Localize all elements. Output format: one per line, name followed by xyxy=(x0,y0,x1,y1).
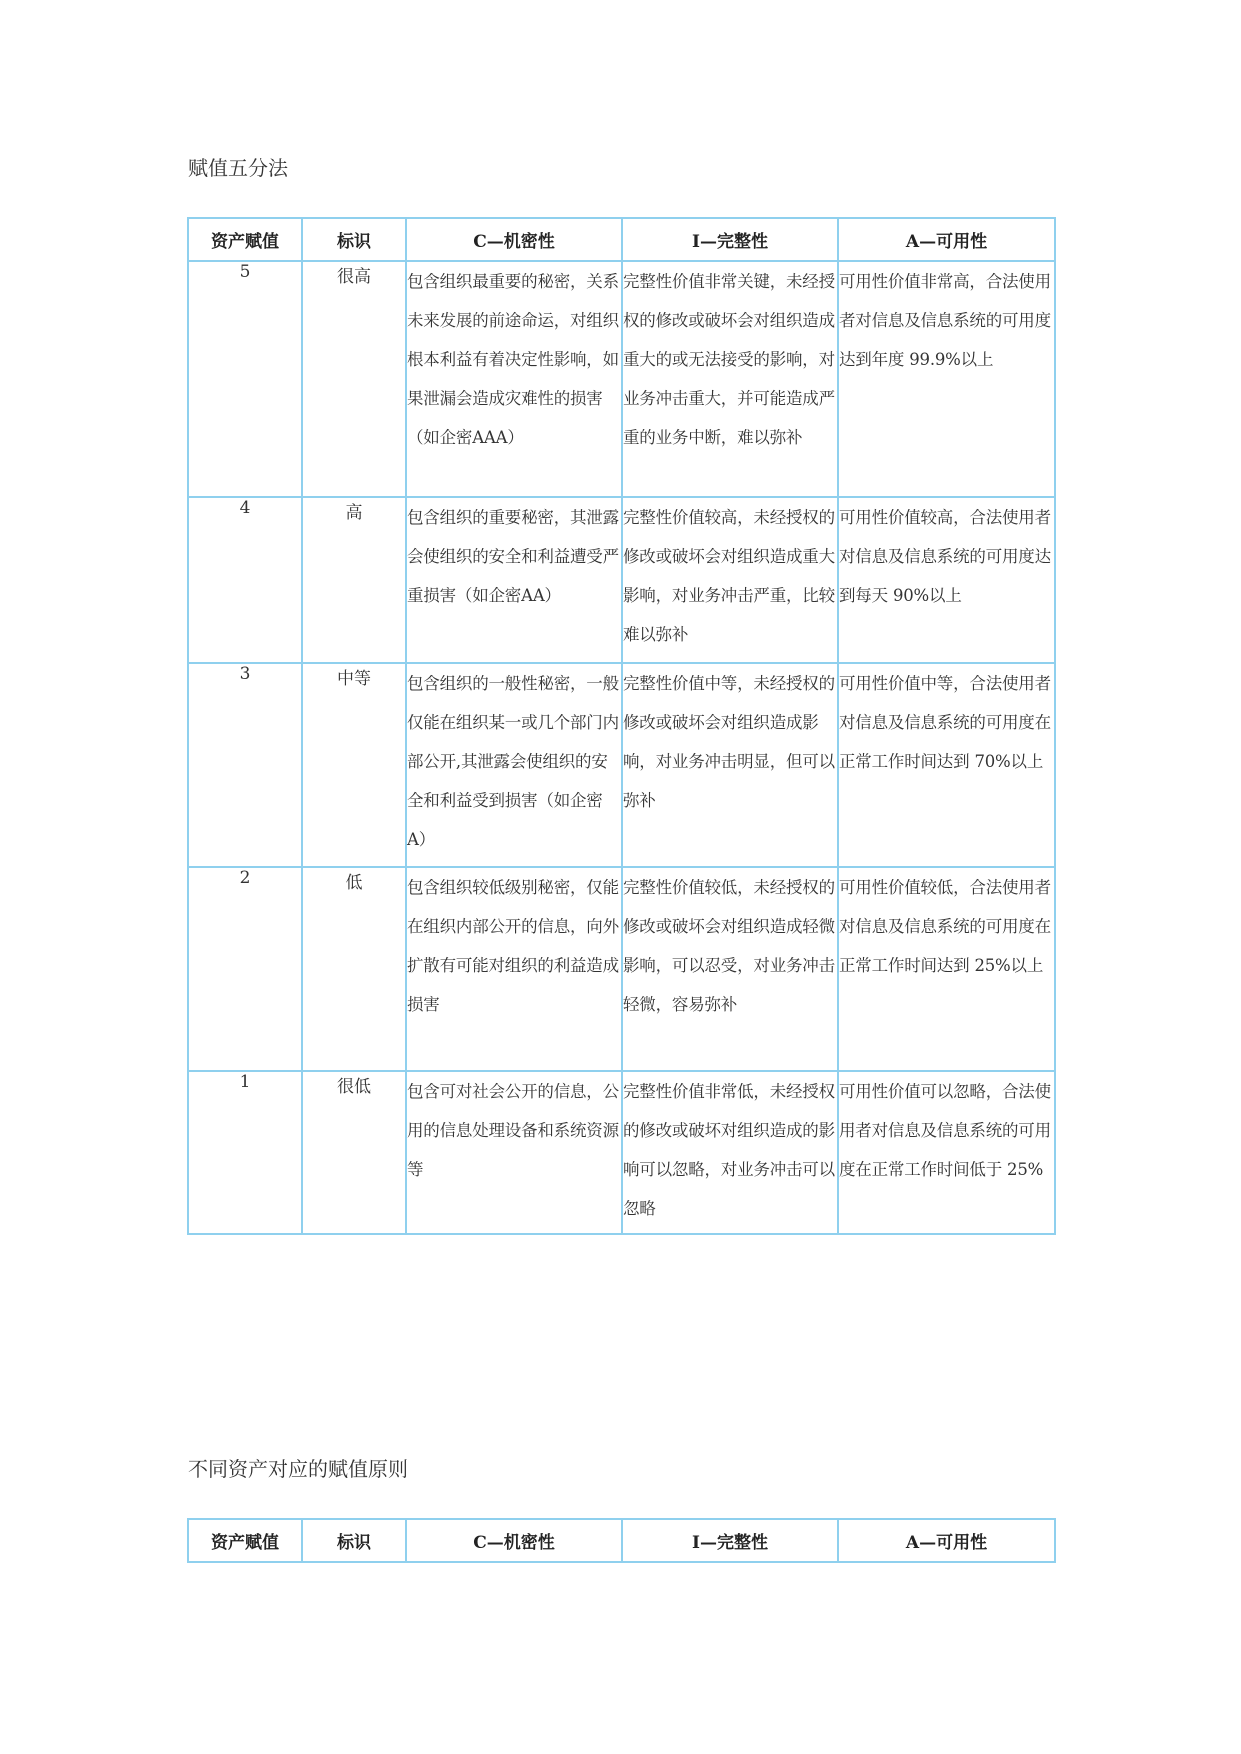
header-confidentiality: C—机密性 xyxy=(406,1519,622,1562)
cell-availability: 可用性价值可以忽略，合法使用者对信息及信息系统的可用度在正常工作时间低于 25% xyxy=(838,1071,1055,1234)
cell-integrity: 完整性价值中等，未经授权的修改或破坏会对组织造成影响，对业务冲击明显，但可以弥补 xyxy=(622,663,838,867)
table-row xyxy=(188,261,1055,497)
cell-confidentiality: 包含组织的重要秘密，其泄露会使组织的安全和利益遭受严重损害（如企密AA） xyxy=(406,497,622,663)
header-integrity: I—完整性 xyxy=(622,218,838,261)
table-row xyxy=(188,497,1055,663)
asset-principles-table xyxy=(187,1518,1056,1563)
cell-value: 3 xyxy=(188,663,302,867)
cell-availability: 可用性价值较高，合法使用者对信息及信息系统的可用度达到每天 90%以上 xyxy=(838,497,1055,663)
cell-value: 5 xyxy=(188,261,302,497)
header-asset-value: 资产赋值 xyxy=(188,1519,302,1562)
table-row xyxy=(188,1071,1055,1234)
header-availability: A—可用性 xyxy=(838,1519,1055,1562)
cell-confidentiality: 包含组织最重要的秘密，关系未来发展的前途命运，对组织根本利益有着决定性影响，如果泄漏会造成灾难性的损害 （如企密AAA） xyxy=(406,261,622,497)
cell-confidentiality: 包含组织的一般性秘密，一般仅能在组织某一或几个部门内部公开,其泄露会使组织的安全和利益受到损害（如企密 A） xyxy=(406,663,622,867)
header-asset-value: 资产赋值 xyxy=(188,218,302,261)
cell-value: 4 xyxy=(188,497,302,663)
header-label: 标识 xyxy=(302,218,406,261)
table-header-row xyxy=(188,218,1055,261)
cell-label: 高 xyxy=(302,497,406,663)
cell-value: 1 xyxy=(188,1071,302,1234)
cell-integrity: 完整性价值较低，未经授权的修改或破坏会对组织造成轻微影响，可以忍受，对业务冲击轻微，容易弥补 xyxy=(622,867,838,1071)
table-row xyxy=(188,663,1055,867)
cell-confidentiality: 包含可对社会公开的信息，公用的信息处理设备和系统资源等 xyxy=(406,1071,622,1234)
header-label: 标识 xyxy=(302,1519,406,1562)
cell-availability: 可用性价值非常高，合法使用者对信息及信息系统的可用度达到年度 99.9%以上 xyxy=(838,261,1055,497)
header-availability: A—可用性 xyxy=(838,218,1055,261)
cell-integrity: 完整性价值较高，未经授权的修改或破坏会对组织造成重大影响，对业务冲击严重，比较难以弥补 xyxy=(622,497,838,663)
cell-integrity: 完整性价值非常低，未经授权的修改或破坏对组织造成的影响可以忽略，对业务冲击可以忽略 xyxy=(622,1071,838,1234)
section-heading-principles: 不同资产对应的赋值原则 xyxy=(188,1457,408,1481)
cell-integrity: 完整性价值非常关键，未经授权的修改或破坏会对组织造成重大的或无法接受的影响，对业务冲击重大，并可能造成严重的业务中断，难以弥补 xyxy=(622,261,838,497)
section-heading-assignment: 赋值五分法 xyxy=(188,156,288,180)
cell-confidentiality: 包含组织较低级别秘密，仅能在组织内部公开的信息，向外扩散有可能对组织的利益造成损害 xyxy=(406,867,622,1071)
cell-label: 很高 xyxy=(302,261,406,497)
header-confidentiality: C—机密性 xyxy=(406,218,622,261)
cell-label: 中等 xyxy=(302,663,406,867)
cell-label: 很低 xyxy=(302,1071,406,1234)
table-header-row xyxy=(188,1519,1055,1562)
table-row xyxy=(188,867,1055,1071)
cell-availability: 可用性价值中等，合法使用者对信息及信息系统的可用度在正常工作时间达到 70%以上 xyxy=(838,663,1055,867)
header-integrity: I—完整性 xyxy=(622,1519,838,1562)
cell-label: 低 xyxy=(302,867,406,1071)
cell-availability: 可用性价值较低，合法使用者对信息及信息系统的可用度在正常工作时间达到 25%以上 xyxy=(838,867,1055,1071)
asset-value-table xyxy=(187,217,1056,1235)
cell-value: 2 xyxy=(188,867,302,1071)
